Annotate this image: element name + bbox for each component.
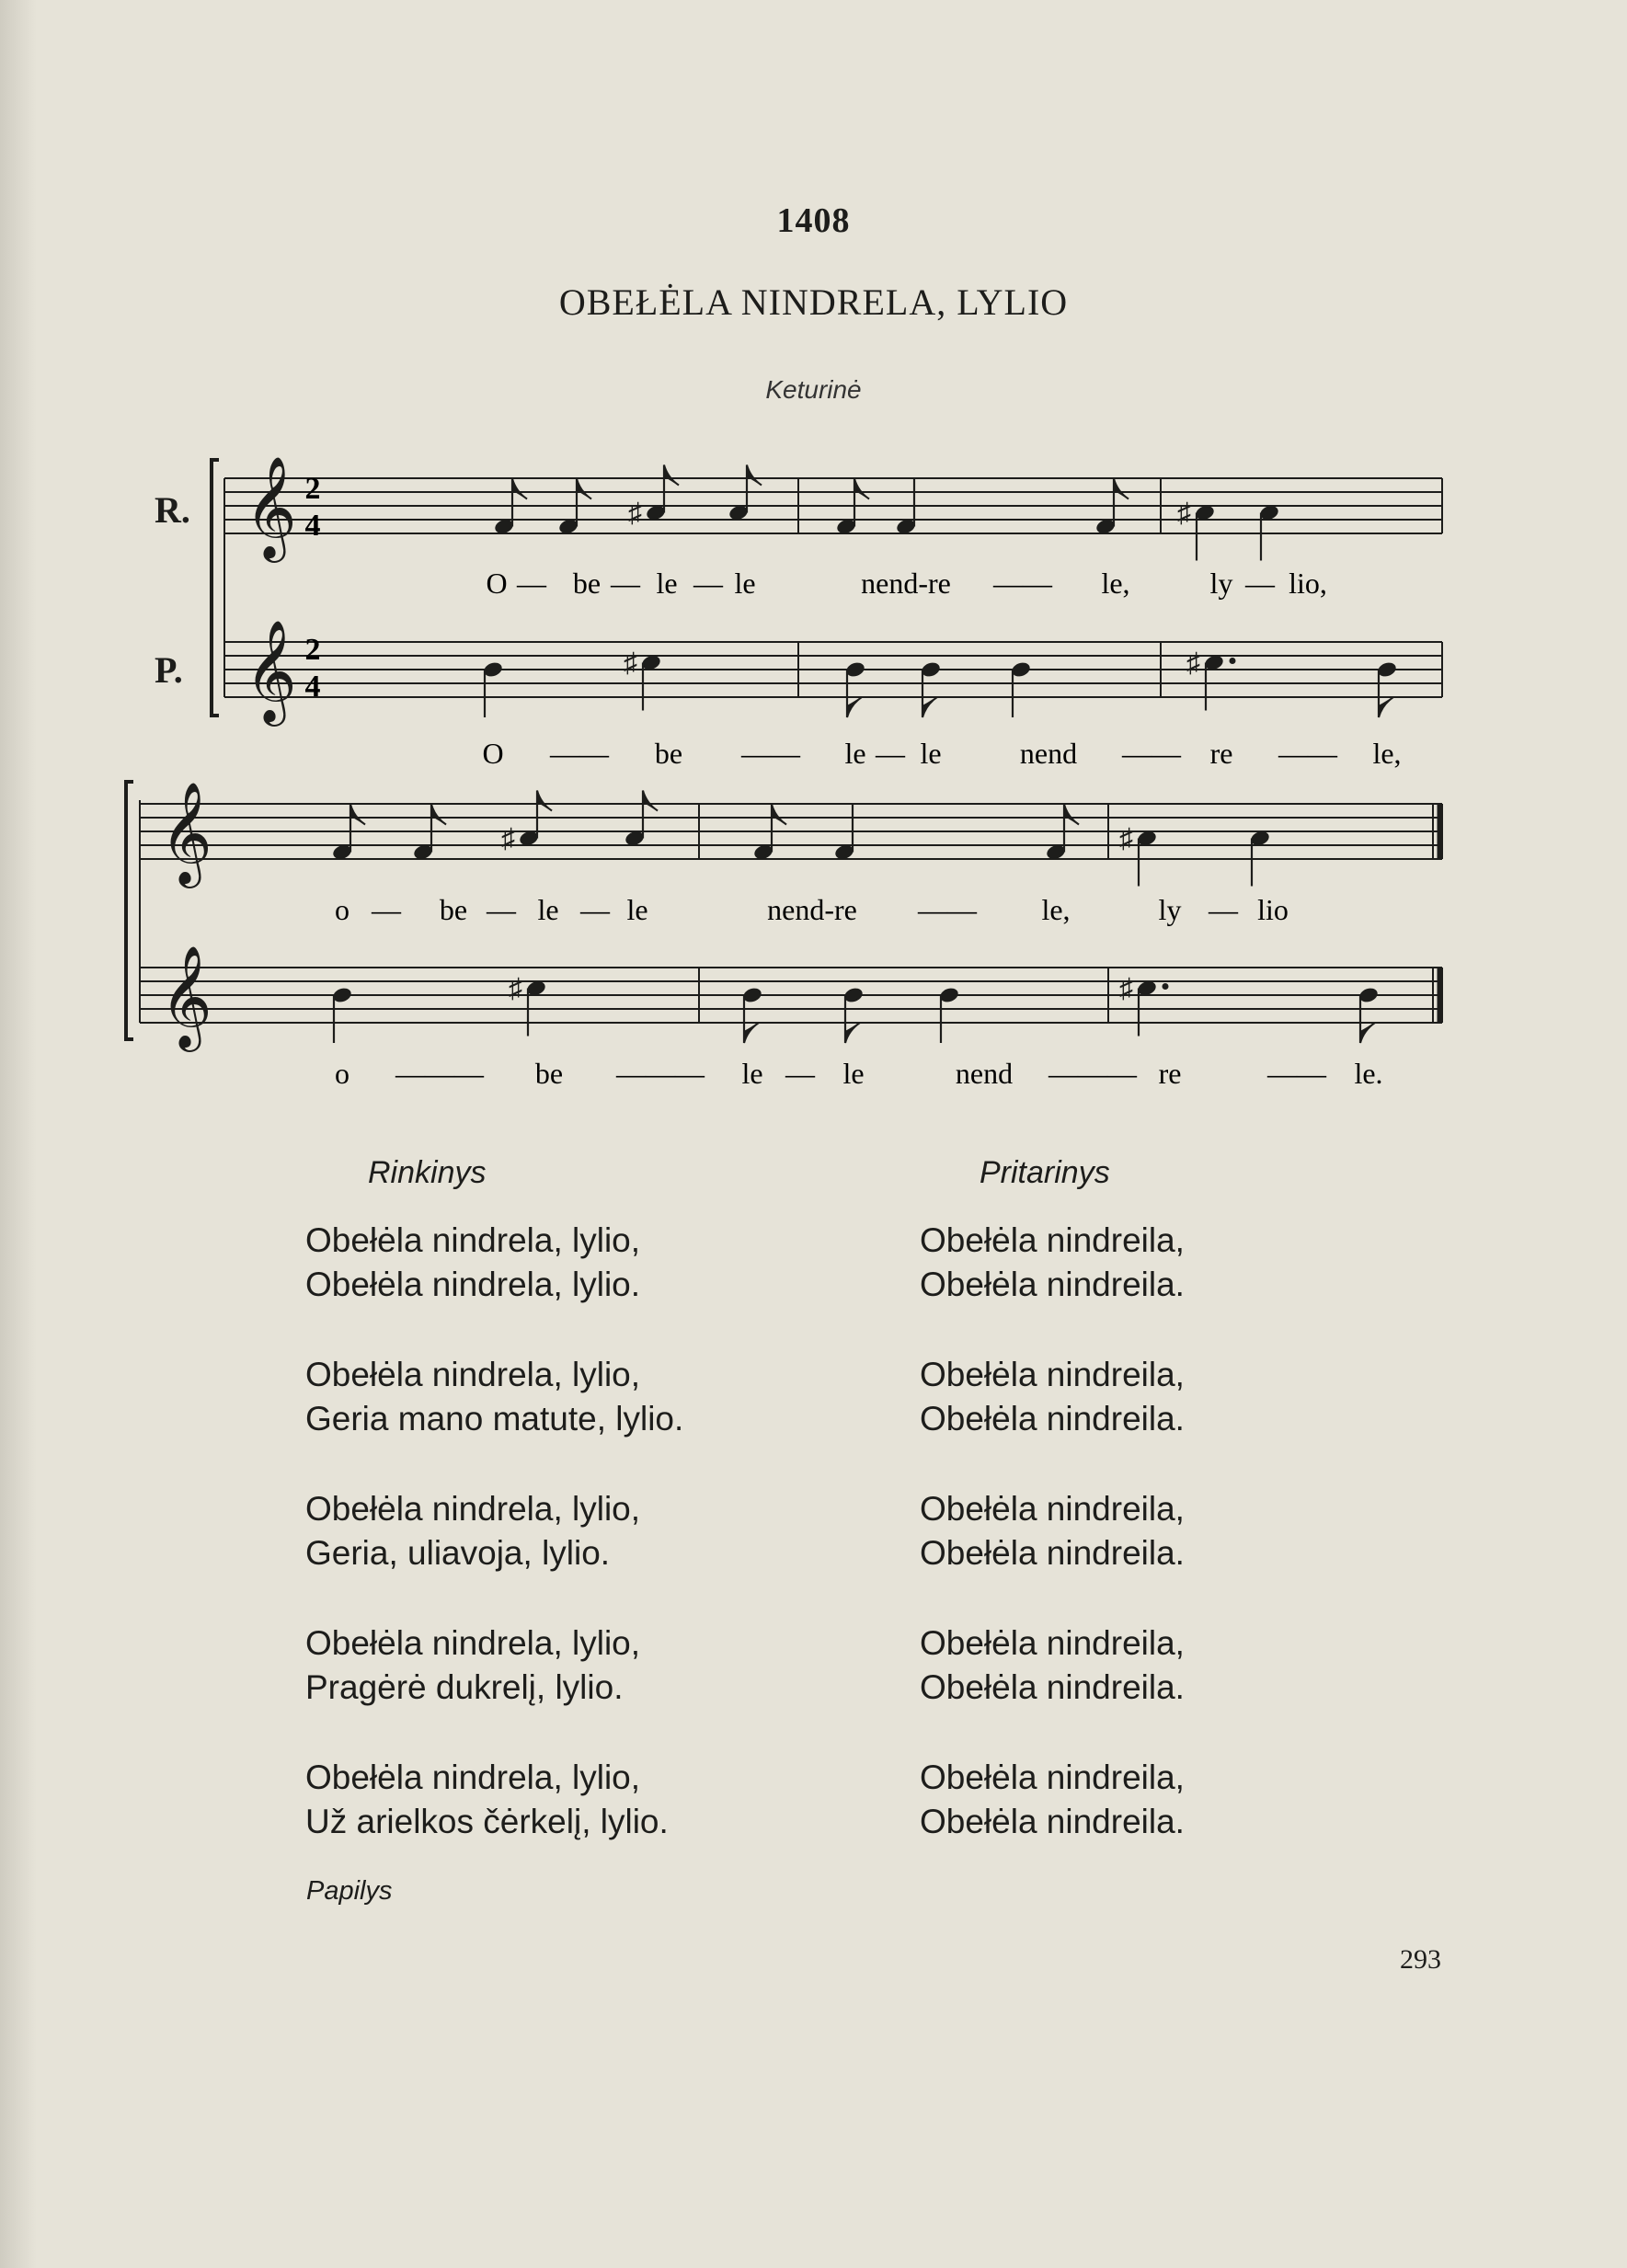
lyric: le. — [1354, 1057, 1383, 1090]
time-sig-top-p: 2 — [304, 633, 321, 667]
verse-line: Obełėla nindreila, — [920, 1624, 1185, 1662]
lyric: —— — [993, 567, 1052, 600]
stanza — [305, 1353, 683, 1441]
lyric: ly — [1158, 893, 1182, 926]
verse-line: Obełėla nindreila. — [920, 1266, 1185, 1303]
note-flag — [431, 805, 446, 825]
note-flag — [847, 697, 862, 717]
song-subtitle: Keturinė — [765, 375, 862, 404]
lyric: le — [656, 567, 678, 600]
verse-line: Obełėla nindreila. — [920, 1400, 1185, 1438]
lyric: be — [534, 1057, 564, 1090]
stanza — [920, 1621, 1185, 1710]
dot-icon — [1163, 983, 1169, 990]
note-flag — [744, 1023, 759, 1043]
verse-line: Obełėla nindreila, — [920, 1490, 1185, 1528]
sharp-icon: ♯ — [509, 973, 522, 1004]
lyric: — — [1209, 893, 1238, 926]
stanza — [305, 1756, 683, 1844]
lyric: le — [920, 737, 942, 770]
rinkinys-column — [305, 1219, 683, 1890]
lyric: ——— — [1048, 1057, 1137, 1090]
pritarinys-heading: Pritarinys — [980, 1155, 1110, 1190]
treble-clef-icon: 𝄞 — [160, 947, 212, 1046]
verse-line: Už arielkos čėrkelį, lylio. — [305, 1803, 669, 1840]
note-flag — [643, 791, 658, 811]
lyric: le — [844, 737, 866, 770]
lyric: — — [372, 893, 401, 926]
lyric: lio — [1257, 893, 1289, 926]
lyric: —— — [1122, 737, 1181, 770]
lyric: O — [486, 567, 508, 600]
stanza — [305, 1219, 683, 1307]
verse-line: Obełėla nindrela, lylio, — [305, 1221, 641, 1259]
lyric: O — [482, 737, 504, 770]
rinkinys-heading: Rinkinys — [368, 1155, 487, 1190]
lyric: o — [335, 893, 349, 926]
lyric: le — [741, 1057, 763, 1090]
note-flag — [854, 479, 869, 499]
time-sig-top-r: 2 — [304, 472, 321, 506]
note-flag — [772, 805, 786, 825]
verse-line: Obełėla nindreila, — [920, 1758, 1185, 1796]
dot-icon — [1230, 658, 1236, 664]
sharp-icon: ♯ — [624, 647, 637, 679]
lyric: — — [693, 567, 723, 600]
lyric: re — [1158, 1057, 1182, 1090]
verse-line: Pragėrė dukrelį, lylio. — [305, 1668, 624, 1706]
lyric: — — [487, 893, 516, 926]
lyric: be — [572, 567, 602, 600]
lyric: nend-re — [861, 567, 951, 600]
verse-line: Obełėla nindreila, — [920, 1356, 1185, 1393]
lyric: — — [1245, 567, 1275, 600]
lyric: ly — [1209, 567, 1233, 600]
part-label-r: R. — [155, 489, 190, 531]
lyric: ——— — [395, 1057, 484, 1090]
verse-line: Obełėla nindrela, lylio, — [305, 1356, 641, 1393]
song-title: OBEŁĖLA NINDRELA, LYLIO — [558, 281, 1069, 323]
stanza — [305, 1621, 683, 1710]
note-flag — [537, 791, 552, 811]
stanza — [920, 1756, 1185, 1844]
time-sig-bottom-r: 4 — [304, 509, 321, 543]
sharp-icon: ♯ — [1119, 973, 1133, 1004]
verse-line: Geria, uliavoja, lylio. — [305, 1534, 611, 1572]
verse-line: Obełėla nindrela, lylio, — [305, 1624, 641, 1662]
stanza — [305, 1487, 683, 1575]
verse-line: Obełėla nindreila, — [920, 1221, 1185, 1259]
note-flag — [1360, 1023, 1375, 1043]
page-number: 293 — [1400, 1944, 1441, 1975]
lyric: nend — [955, 1057, 1014, 1090]
lyric: le, — [1041, 893, 1071, 926]
lyric: be — [654, 737, 683, 770]
lyric: — — [517, 567, 546, 600]
note-flag — [922, 697, 937, 717]
lyric: lio, — [1289, 567, 1327, 600]
note-flag — [1379, 697, 1393, 717]
part-label-p: P. — [155, 649, 183, 691]
lyric: le — [626, 893, 648, 926]
lyric: re — [1209, 737, 1233, 770]
sharp-icon: ♯ — [501, 823, 515, 854]
lyric: le — [734, 567, 756, 600]
stanza — [920, 1487, 1185, 1575]
note-flag — [1114, 479, 1129, 499]
treble-clef-icon: 𝄞 — [160, 784, 212, 882]
sharp-icon: ♯ — [1177, 498, 1191, 529]
note-flag — [1064, 805, 1079, 825]
lyric: —— — [1267, 1057, 1326, 1090]
lyric: le, — [1101, 567, 1130, 600]
verse-line: Obełėla nindrela, lylio. — [305, 1266, 641, 1303]
lyric: —— — [918, 893, 977, 926]
note-flag — [577, 479, 591, 499]
place-of-recording: Papilys — [306, 1876, 393, 1906]
verse-line: Obełėla nindreila. — [920, 1803, 1185, 1840]
lyric: nend-re — [767, 893, 857, 926]
pritarinys-column — [920, 1219, 1185, 1890]
note-flag — [350, 805, 365, 825]
note-flag — [512, 479, 527, 499]
stanza — [920, 1219, 1185, 1307]
stanza — [920, 1353, 1185, 1441]
verse-line: Obełėla nindreila. — [920, 1534, 1185, 1572]
lyric: — — [785, 1057, 815, 1090]
lyric: le — [842, 1057, 865, 1090]
song-number: 1408 — [776, 201, 851, 240]
note-flag — [845, 1023, 860, 1043]
verse-line: Obełėla nindrela, lylio, — [305, 1490, 641, 1528]
lyric: —— — [1278, 737, 1337, 770]
verse-line: Geria mano matute, lylio. — [305, 1400, 684, 1438]
verse-line: Obełėla nindrela, lylio, — [305, 1758, 641, 1796]
note-flag — [664, 465, 679, 486]
lyric: — — [876, 737, 905, 770]
lyric: — — [580, 893, 610, 926]
lyric: le, — [1372, 737, 1402, 770]
lyric: le — [537, 893, 559, 926]
lyric: o — [335, 1057, 349, 1090]
verse-line: Obełėla nindreila. — [920, 1668, 1185, 1706]
lyric: nend — [1019, 737, 1078, 770]
note-flag — [747, 465, 762, 486]
treble-clef-icon: 𝄞 — [245, 622, 297, 720]
lyric: ——— — [616, 1057, 705, 1090]
lyric: be — [439, 893, 468, 926]
music-score — [0, 0, 1627, 1104]
sharp-icon: ♯ — [1186, 647, 1200, 679]
time-sig-bottom-p: 4 — [304, 670, 321, 704]
lyric: —— — [550, 737, 609, 770]
lyric: —— — [741, 737, 800, 770]
sharp-icon: ♯ — [628, 498, 642, 529]
treble-clef-icon: 𝄞 — [245, 458, 297, 556]
lyric: — — [611, 567, 640, 600]
sharp-icon: ♯ — [1119, 823, 1133, 854]
